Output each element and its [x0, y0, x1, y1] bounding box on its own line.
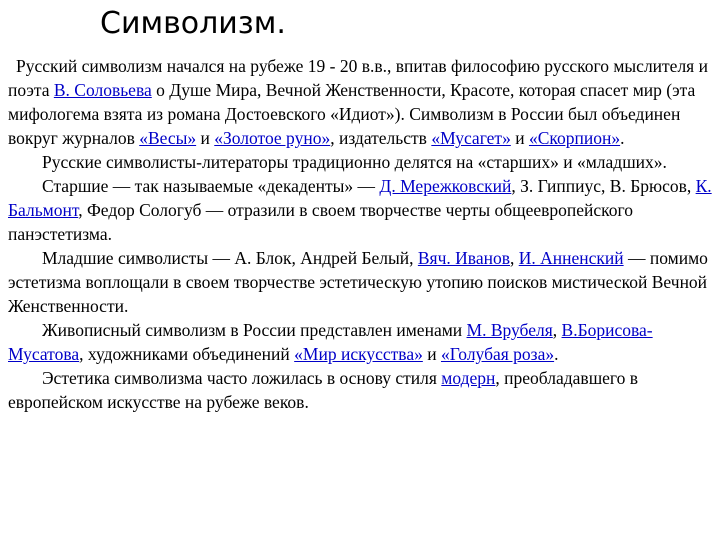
paragraph-text: и: [510, 128, 529, 148]
paragraph-text: и: [422, 344, 441, 364]
paragraph-text: Русские символисты-литераторы традиционно делятся на «старших» и «младших».: [42, 152, 667, 172]
link-annensky[interactable]: И. Анненский: [518, 248, 624, 268]
link-vrubel[interactable]: М. Врубеля: [466, 320, 553, 340]
paragraph-text: — помимо эстетизма воплощали в своем творчестве эстетическую утопию поисков мистической Вечной Женственности.: [8, 248, 708, 316]
paragraph-text: , художниками объединений: [79, 344, 295, 364]
link-zolotoe-runo[interactable]: «Золотое руно»: [214, 128, 331, 148]
paragraph-text: ,: [509, 248, 519, 268]
paragraph-text: Старшие — так называемые «декаденты» —: [42, 176, 380, 196]
paragraph-text: , Федор Сологуб — отразили в своем творчестве черты общеевропейского панэстетизма.: [8, 200, 634, 244]
article-body: [8, 54, 714, 414]
link-merezhkovsky[interactable]: Д. Мережковский: [379, 176, 512, 196]
paragraph-text: , издательств: [330, 128, 432, 148]
paragraph-text: Эстетика символизма часто ложилась в основу стиля: [42, 368, 442, 388]
paragraph-text: .: [620, 128, 625, 148]
paragraph: [8, 150, 714, 174]
link-vesy[interactable]: «Весы»: [139, 128, 197, 148]
link-mir-iskusstva[interactable]: «Мир искусства»: [294, 344, 423, 364]
link-balmont[interactable]: К. Бальмонт: [8, 176, 712, 220]
link-skorpion[interactable]: «Скорпион»: [528, 128, 621, 148]
paragraph-text: , преобладавшего в европейском искусстве на рубеже веков.: [8, 368, 639, 412]
paragraph-text: Русский символизм начался на рубеже 19 - 20 в.в., впитав философию русского мыслителя и поэта: [8, 56, 708, 100]
paragraph-text: и: [196, 128, 215, 148]
link-musaget[interactable]: «Мусагет»: [431, 128, 511, 148]
paragraph-text: о Душе Мира, Вечной Женственности, Красоте, которая спасет мир (эта мифологема взята из романа Достоевского «Идиот»). Символизм в России был объединен вокруг журналов: [8, 80, 696, 148]
paragraph: [8, 318, 714, 366]
paragraph: [8, 174, 714, 246]
paragraph: [8, 54, 714, 150]
link-ivanov[interactable]: Вяч. Иванов: [417, 248, 510, 268]
paragraph-text: ,: [552, 320, 562, 340]
link-golubaya-roza[interactable]: «Голубая роза»: [440, 344, 555, 364]
paragraph-text: Живописный символизм в России представлен именами: [42, 320, 467, 340]
paragraph: [8, 246, 714, 318]
paragraph-text: Младшие символисты — А. Блок, Андрей Белый,: [42, 248, 418, 268]
link-borisov-musatov[interactable]: В.Борисова-Мусатова: [8, 320, 653, 364]
link-solovyov[interactable]: В. Соловьева: [53, 80, 152, 100]
paragraph-text: , З. Гиппиус, В. Брюсов,: [511, 176, 696, 196]
paragraph-text: .: [554, 344, 559, 364]
paragraph: [8, 366, 714, 414]
page-title: Символизм.: [100, 6, 286, 41]
link-modern[interactable]: модерн: [441, 368, 496, 388]
